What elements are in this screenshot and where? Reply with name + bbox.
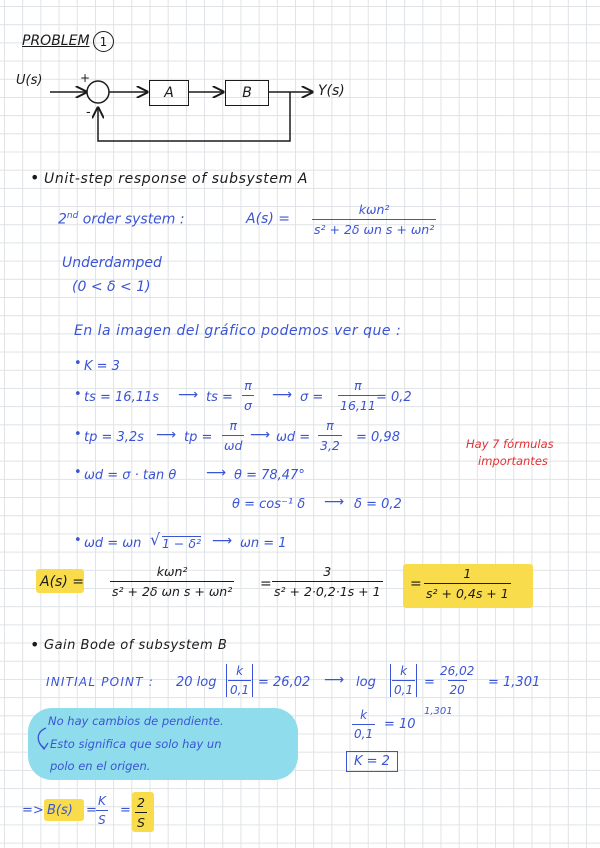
bubble-line-2: Esto significa que solo hay un <box>50 737 222 751</box>
ts-formula-numerator: π <box>244 378 252 393</box>
b-transfer-denominator: S <box>96 810 108 827</box>
theta-value: θ = 78,47° <box>234 468 305 483</box>
square-root-sign: √ <box>150 530 161 549</box>
system-order-suffix: nd <box>66 211 79 221</box>
note-line-2: importantes <box>478 454 548 468</box>
tp-formula-numerator: π <box>229 418 237 433</box>
b-result-numerator: 2 <box>137 795 145 810</box>
ratio-numerator: 26,02 <box>440 664 475 678</box>
wd-tan-relation: ωd = σ · tan θ <box>84 468 177 483</box>
square-root-content: 1 − δ² <box>162 536 202 551</box>
underdamped-label: Underdamped <box>62 255 162 271</box>
bullet: • <box>74 356 82 371</box>
wd-lhs: ωd = <box>276 430 311 445</box>
implies-arrow: ⟶ <box>156 427 177 443</box>
initial-point-log: 20 log <box>176 675 217 690</box>
final-a-numerator-2: 3 <box>323 564 332 579</box>
abs-fraction-1-denominator: 0,1 <box>228 680 251 697</box>
system-order-text: order system : <box>82 211 185 228</box>
transfer-numerator: kωn² <box>358 202 390 217</box>
system-order-number: 2 <box>58 211 67 228</box>
ts-formula-denominator: σ <box>242 395 254 413</box>
wd-numerator: π <box>326 418 334 433</box>
log-result: = 1,301 <box>488 675 541 690</box>
bullet: • <box>74 387 82 402</box>
delta-result: δ = 0,2 <box>354 497 402 512</box>
implies-arrow: ⟶ <box>212 533 233 549</box>
wn-relation-lhs: ωd = ωn <box>84 536 142 551</box>
result-arrow: => <box>22 803 44 818</box>
block-b-label: B <box>242 85 252 101</box>
tp-value: tp = 3,2s <box>84 430 144 445</box>
initial-point-label: INITIAL POINT : <box>46 675 155 689</box>
bullet: • <box>74 465 82 480</box>
final-a-denominator-2: s² + 2·0,2·1s + 1 <box>272 581 383 599</box>
output-signal-label: Y(s) <box>318 83 345 99</box>
ts-value: ts = 16,11s <box>84 390 160 405</box>
note-line-1: Hay 7 fórmulas <box>466 437 554 451</box>
summing-plus-sign: + <box>80 71 91 85</box>
b-transfer-fraction <box>96 794 108 827</box>
final-a-denominator-3: s² + 0,4s + 1 <box>424 583 511 601</box>
section-a-heading: Unit-step response of subsystem A <box>44 171 309 187</box>
sigma-numerator: π <box>354 378 362 393</box>
implies-arrow: ⟶ <box>178 387 199 403</box>
page-title: PROBLEM <box>22 33 90 49</box>
observation-line: En la imagen del gráfico podemos ver que : <box>74 323 402 339</box>
b-transfer-numerator: K <box>98 794 106 808</box>
block-a-label: A <box>164 85 174 101</box>
final-a-numerator-3: 1 <box>463 566 472 581</box>
abs-fraction-2-numerator: k <box>400 664 408 678</box>
tp-formula-lhs: tp = <box>184 430 213 445</box>
k-power-equation: = 10 <box>384 717 416 732</box>
equals-sign: = <box>120 803 131 818</box>
k-result: K = 2 <box>354 754 390 769</box>
ts-formula-lhs: ts = <box>206 390 233 405</box>
bullet: • <box>74 533 82 548</box>
wd-denominator: 3,2 <box>318 435 342 453</box>
theta-cos-relation: θ = cos⁻¹ δ <box>232 497 306 512</box>
k-fraction-denominator: 0,1 <box>352 724 375 741</box>
bullet: • <box>74 427 82 442</box>
wn-result: ωn = 1 <box>240 536 287 551</box>
sigma-lhs: σ = <box>300 390 324 405</box>
transfer-denominator: s² + 2δ ωn s + ωn² <box>312 219 436 237</box>
equals-sign: = <box>410 576 422 592</box>
b-transfer-lhs: B(s) <box>47 803 73 818</box>
bullet: • <box>30 168 40 187</box>
summing-minus-sign: - <box>86 105 91 120</box>
final-a-numerator-1: kωn² <box>156 564 188 579</box>
k-power-exponent: 1,301 <box>424 706 453 717</box>
equals-sign: = <box>86 803 97 818</box>
bubble-line-3: polo en el origen. <box>50 759 151 773</box>
bullet: • <box>30 635 40 654</box>
ratio-denominator: 20 <box>448 680 467 697</box>
implies-arrow: ⟶ <box>272 387 293 403</box>
gain-k-value: K = 3 <box>84 359 120 374</box>
implies-arrow: ⟶ <box>324 494 345 510</box>
b-result-fraction <box>135 795 147 830</box>
section-b-heading: Gain Bode of subsystem B <box>44 638 228 653</box>
abs-fraction-1-numerator: k <box>236 664 244 678</box>
tp-formula-denominator: ωd <box>222 435 244 453</box>
equals-sign: = <box>424 675 435 690</box>
final-a-lhs: A(s) = <box>40 574 84 590</box>
wd-result: = 0,98 <box>356 430 400 445</box>
final-a-denominator-1: s² + 2δ ωn s + ωn² <box>110 581 234 599</box>
log-label: log <box>356 675 376 690</box>
abs-fraction-2-denominator: 0,1 <box>392 680 415 697</box>
transfer-lhs: A(s) = <box>246 211 290 227</box>
initial-point-value: = 26,02 <box>258 675 311 690</box>
problem-number: 1 <box>93 31 114 52</box>
sigma-denominator: 16,11 <box>338 395 378 413</box>
k-fraction-numerator: k <box>360 708 368 722</box>
implies-arrow: ⟶ <box>206 465 227 481</box>
input-signal-label: U(s) <box>16 73 43 88</box>
b-result-denominator: S <box>135 812 147 830</box>
damping-range: (0 < δ < 1) <box>72 279 151 295</box>
equals-sign: = <box>260 576 272 592</box>
sigma-result: = 0,2 <box>376 390 412 405</box>
bubble-line-1: No hay cambios de pendiente. <box>48 714 224 728</box>
implies-arrow: ⟶ <box>324 672 345 688</box>
implies-arrow: ⟶ <box>250 427 271 443</box>
